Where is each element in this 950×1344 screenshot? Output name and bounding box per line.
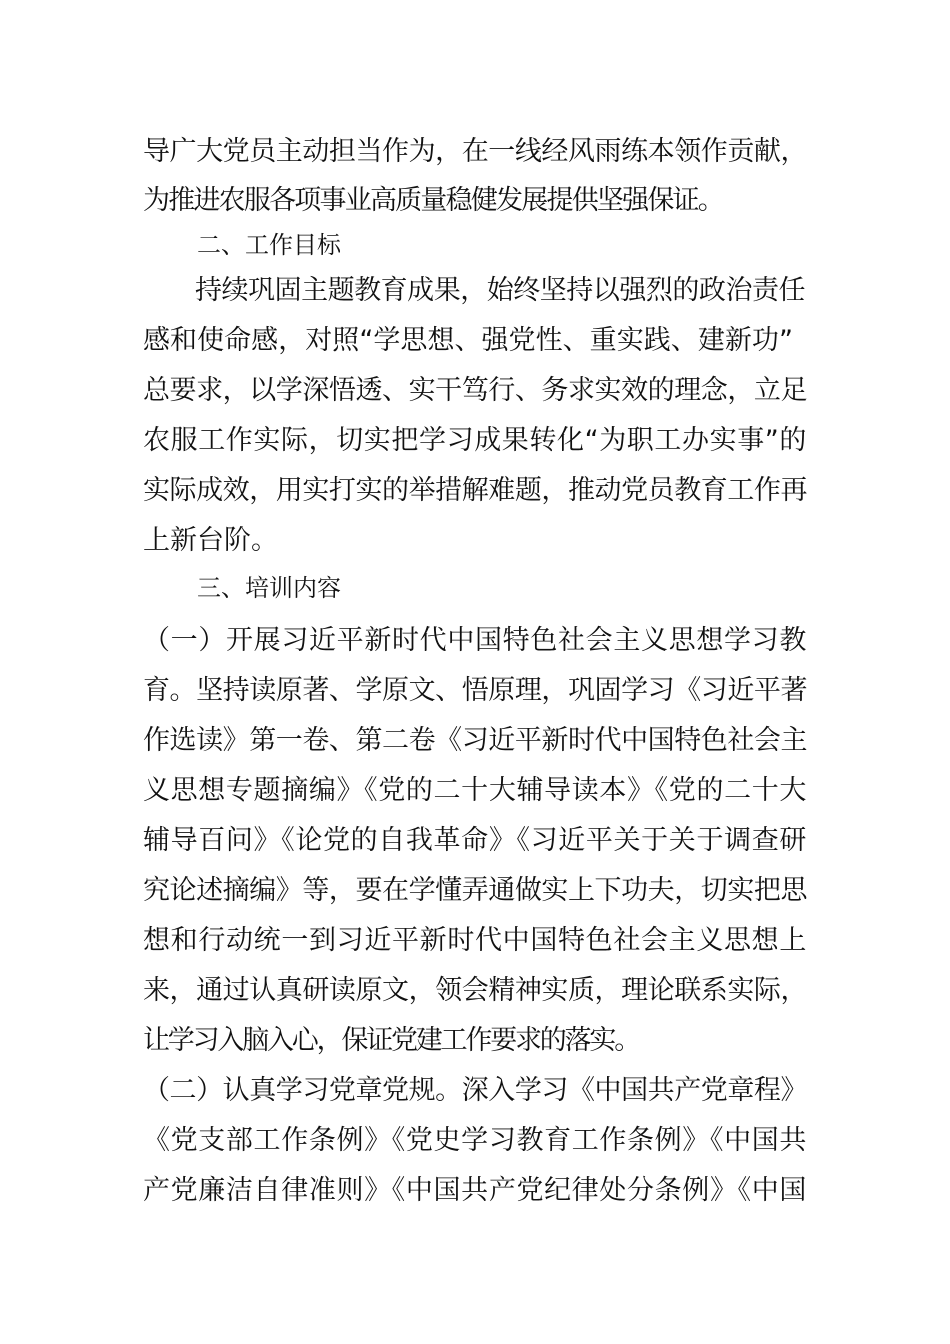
text-line: 导广大党员主动担当作为，在一线经风雨练本领作贡献， bbox=[143, 136, 807, 167]
text-line: 让学习入脑入心，保证党建工作要求的落实。 bbox=[143, 1025, 639, 1056]
section-heading: 三、培训内容 bbox=[197, 574, 341, 602]
text-line: 作选读》第一卷、第二卷《习近平新时代中国特色社会主 bbox=[143, 725, 807, 756]
text-line: 义思想专题摘编》《党的二十大辅导读本》《党的二十大 bbox=[143, 775, 807, 806]
text-line: 实际成效，用实打实的举措解难题，推动党员教育工作再 bbox=[143, 475, 807, 506]
text-line: （二）认真学习党章党规。深入学习《中国共产党章程》 bbox=[143, 1075, 807, 1106]
text-line: （一）开展习近平新时代中国特色社会主义思想学习教 bbox=[143, 625, 808, 656]
text-line: 来，通过认真研读原文，领会精神实质，理论联系实际， bbox=[143, 975, 807, 1006]
text-line: 育。坚持读原著、学原文、悟原理，巩固学习《习近平著 bbox=[143, 675, 807, 706]
text-line: 《党支部工作条例》《党史学习教育工作条例》《中国共 bbox=[143, 1125, 807, 1156]
text-line: 产党廉洁自律准则》《中国共产党纪律处分条例》《中国 bbox=[143, 1175, 807, 1206]
text-line: 总要求，以学深悟透、实干笃行、务求实效的理念，立足 bbox=[143, 375, 807, 406]
section-heading: 二、工作目标 bbox=[197, 231, 341, 259]
text-line: 农服工作实际，切实把学习成果转化“为职工办实事”的 bbox=[143, 425, 807, 456]
text-line: 为推进农服各项事业高质量稳健发展提供坚强保证。 bbox=[143, 185, 723, 216]
text-line: 想和行动统一到习近平新时代中国特色社会主义思想上 bbox=[143, 925, 808, 956]
text-line: 究论述摘编》等，要在学懂弄通做实上下功夫，切实把思 bbox=[143, 875, 807, 906]
text-line: 感和使命感，对照“学思想、强党性、重实践、建新功” bbox=[143, 325, 793, 356]
text-line: 上新台阶。 bbox=[143, 525, 278, 556]
text-line: 持续巩固主题教育成果，始终坚持以强烈的政治责任 bbox=[195, 275, 806, 306]
text-line: 辅导百问》《论党的自我革命》《习近平关于关于调查研 bbox=[143, 825, 807, 856]
